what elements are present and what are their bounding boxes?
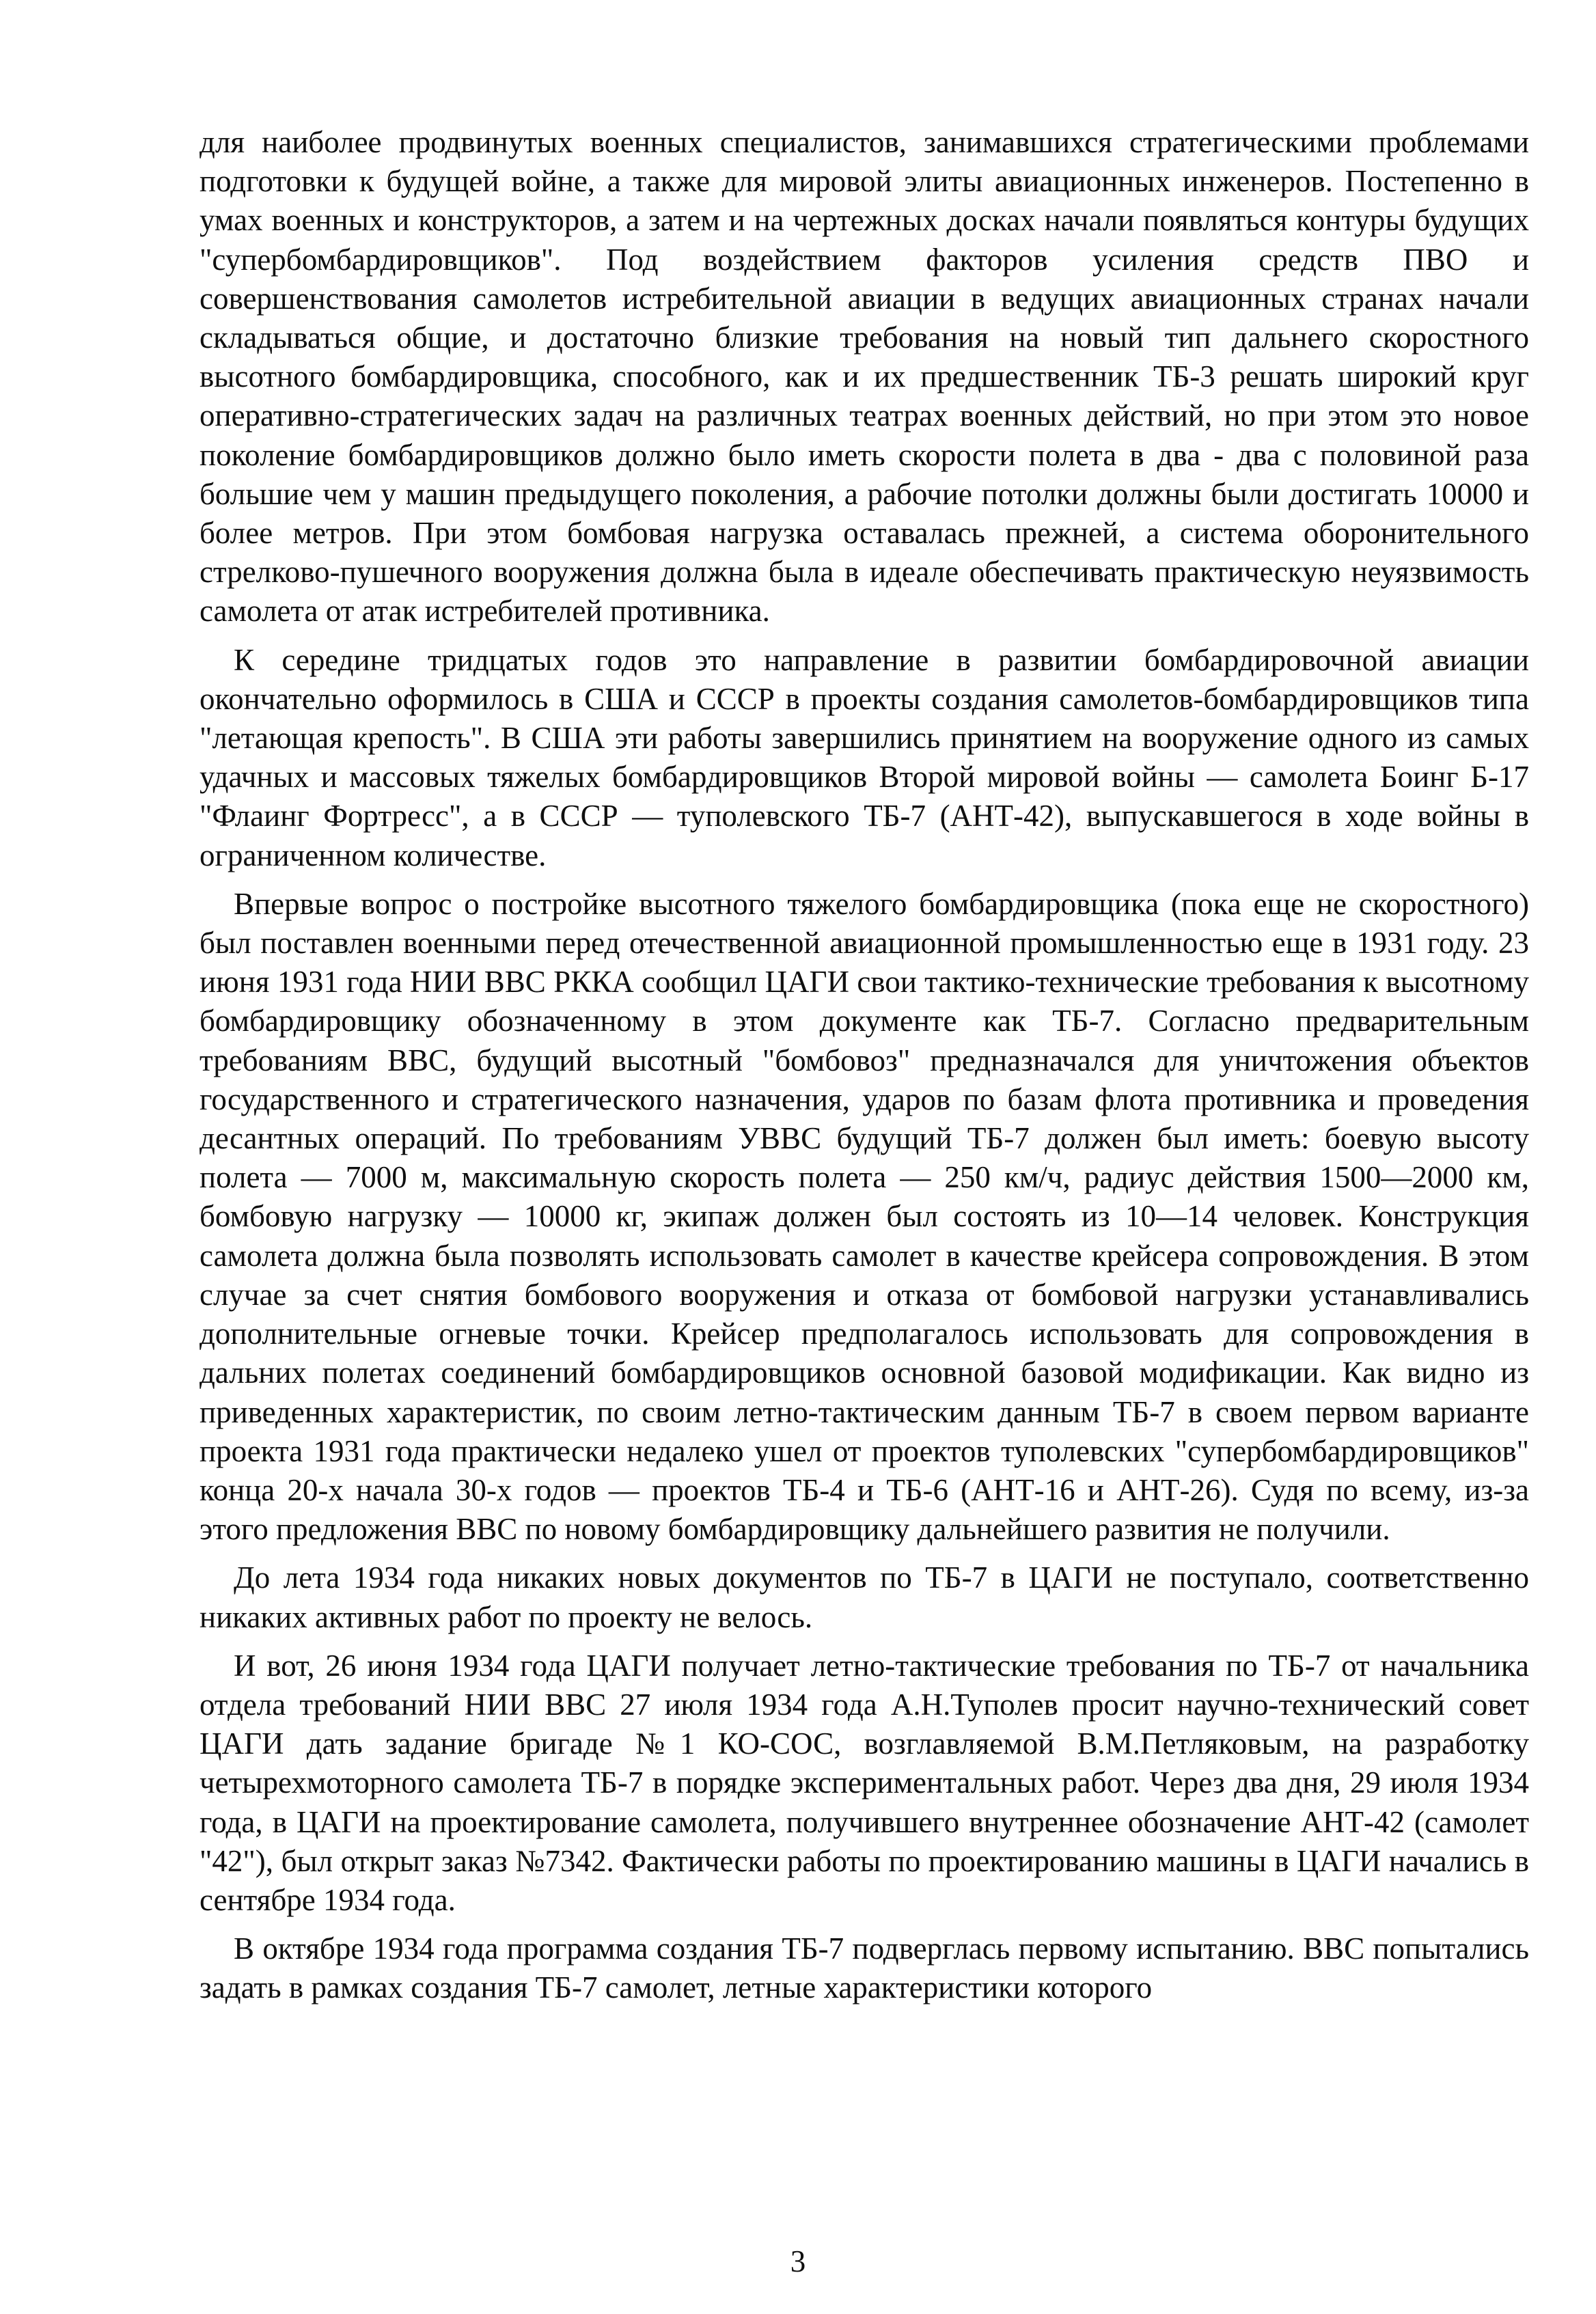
paragraph-2: К середине тридцатых годов это направление в развитии бомбардировочной авиации окончательно оформилось в США и СССР в проекты создания самолетов-бомбардировщиков типа "летающая крепость". В США эти работы завершились принятием на вооружение одного из самых удачных и массовых тяжелых бомбардировщиков Второй мировой войны — самолета Боинг Б-17 "Флаинг Фортресс", а в СССР — туполевского ТБ-7 (АНТ-42), выпускавшегося в ходе войны в ограниченном количестве. — [200, 642, 1529, 872]
body-text — [200, 123, 1529, 2017]
paragraph-4: До лета 1934 года никаких новых документов по ТБ-7 в ЦАГИ не поступало, соответственно никаких активных работ по проекту не велось. — [200, 1560, 1529, 1634]
paragraph-1: для наиболее продвинутых военных специалистов, занимавшихся стратегическими проблемами подготовки к будущей войне, а также для мировой элиты авиационных инженеров. Постепенно в умах военных и конструкторов, а затем и на чертежных досках начали появляться контуры будущих "супербомбардировщиков". Под воздействием факторов усиления средств ПВО и совершенствования самолетов истребительной авиации в ведущих авиационных странах начали складываться общие, и достаточно близкие требования на новый тип дальнего скоростного высотного бомбардировщика, способного, как и их предшественник ТБ-3 решать широкий круг оперативно-стратегических задач на различных театрах военных действий, но при этом это новое поколение бомбардировщиков должно было иметь скорости полета в два - два с половиной раза большие чем у машин предыдущего поколения, а рабочие потолки должны были достигать 10000 и более метров. При этом бомбовая нагрузка оставалась прежней, а система оборонительного стрелково-пушечного вооружения должна была в идеале обеспечивать практическую неуязвимость самолета от атак истребителей противника. — [200, 125, 1529, 629]
paragraph-6: В октябре 1934 года программа создания ТБ-7 подверглась первому испытанию. ВВС попытались задать в рамках создания ТБ-7 самолет, летные характеристики которого — [200, 1931, 1529, 2005]
page-number: 3 — [790, 2244, 806, 2278]
paragraph-5: И вот, 26 июня 1934 года ЦАГИ получает летно-тактические требования по ТБ-7 от начальника отдела требований НИИ ВВС 27 июля 1934 года А.Н.Туполев просит научно-технический совет ЦАГИ дать задание бригаде №1 КО-СОС, возглавляемой В.М.Петляковым, на разработку четырехмоторного самолета ТБ-7 в порядке экспериментальных работ. Через два дня, 29 июля 1934 года, в ЦАГИ на проектирование самолета, получившего внутреннее обозначение АНТ-42 (самолет "42"), был открыт заказ №7342. Фактически работы по проектированию машины в ЦАГИ начались в сентябре 1934 года. — [200, 1648, 1529, 1917]
paragraph-3: Впервые вопрос о постройке высотного тяжелого бомбардировщика (пока еще не скоростного) был поставлен военными перед отечественной авиационной промышленностью еще в 1931 году. 23 июня 1931 года НИИ ВВС РККА сообщил ЦАГИ свои тактико-технические требования к высотному бомбардировщику обозначенному в этом документе как ТБ-7. Согласно предварительным требованиям ВВС, будущий высотный "бомбовоз" предназначался для уничтожения объектов государственного и стратегического назначения, ударов по базам флота противника и проведения десантных операций. По требованиям УВВС будущий ТБ-7 должен был иметь: боевую высоту полета — 7000 м, максимальную скорость полета — 250 км/ч, радиус действия 1500—2000 км, бомбовую нагрузку — 10000 кг, экипаж должен был состоять из 10—14 человек. Конструкция самолета должна была позволять использовать самолет в качестве крейсера сопровождения. В этом случае за счет снятия бомбового вооружения и отказа от бомбовой нагрузки устанавливались дополнительные огневые точки. Крейсер предполагалось использовать для сопровождения в дальних полетах соединений бомбардировщиков основной базовой модификации. Как видно из приведенных характеристик, по своим летно-тактическим данным ТБ-7 в своем первом варианте проекта 1931 года практически недалеко ушел от проектов туполевских "супербомбардировщиков" конца 20-х начала 30-х годов — проектов ТБ-4 и ТБ-6 (АНТ-16 и АНТ-26). Судя по всему, из-за этого предложения ВВС по новому бомбардировщику дальнейшего развития не получили. — [200, 886, 1529, 1547]
